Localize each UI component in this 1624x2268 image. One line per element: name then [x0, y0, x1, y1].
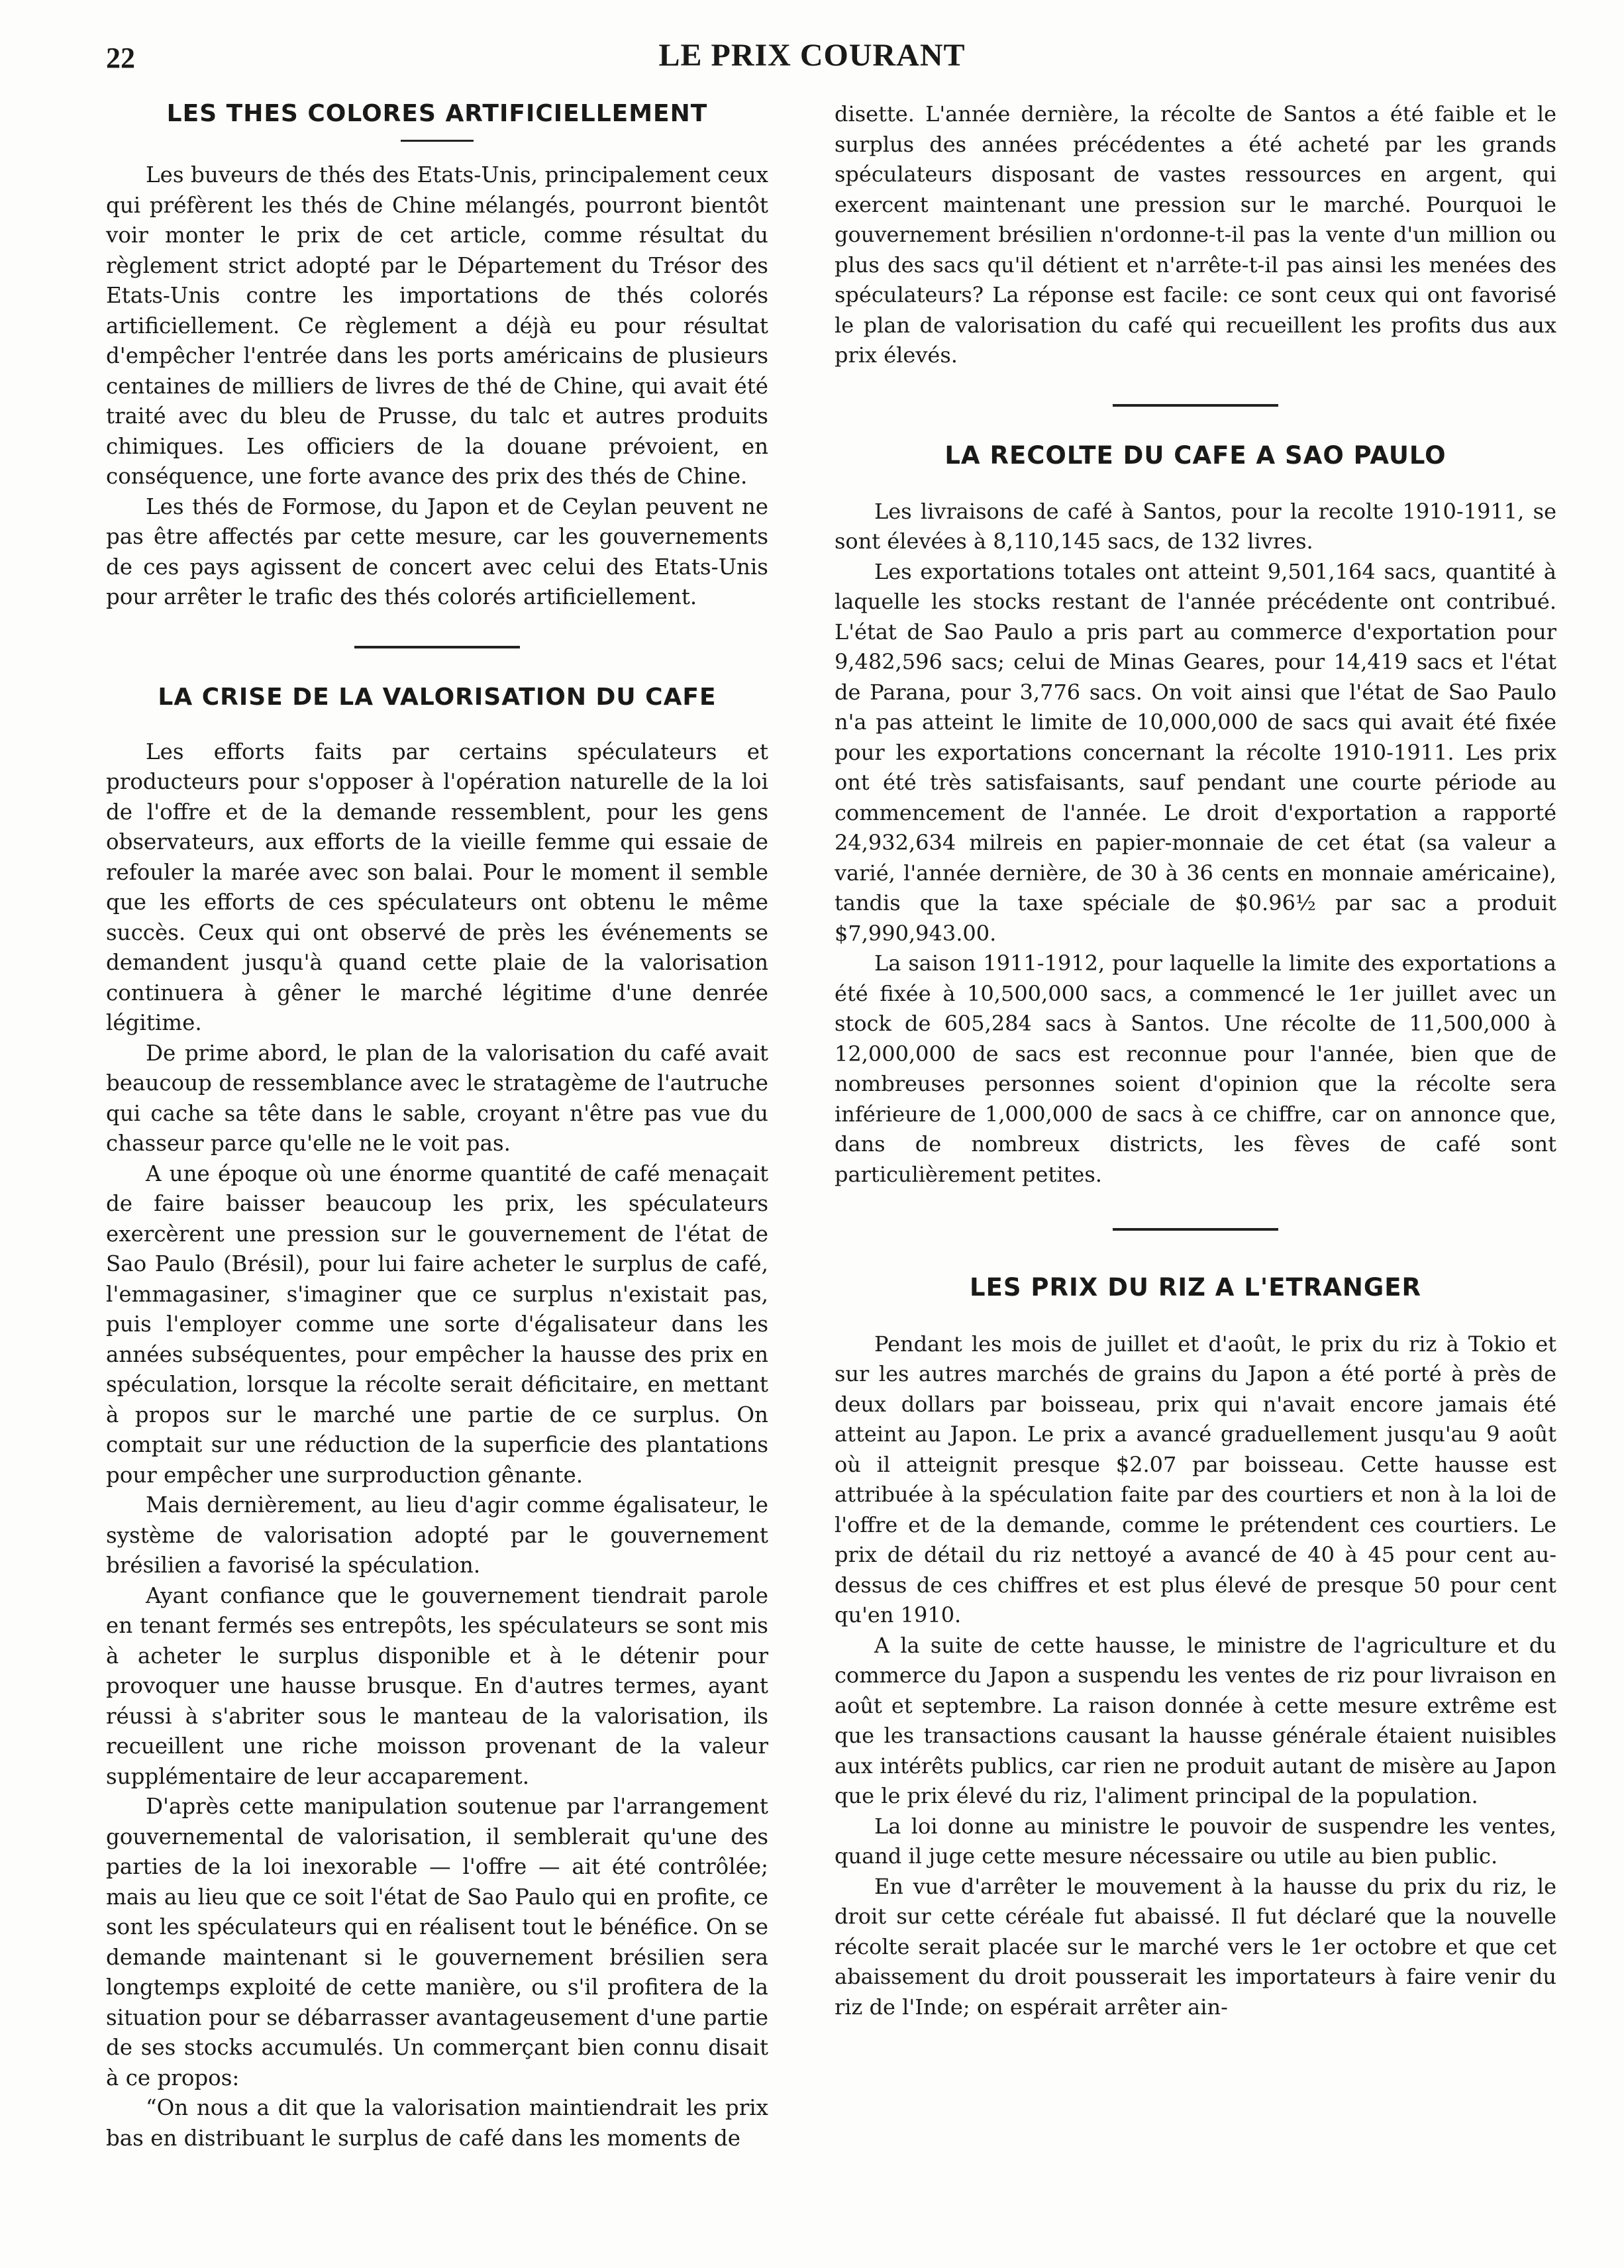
article-coffee-valorisation — [106, 683, 768, 2154]
title-rule — [401, 140, 474, 142]
article-separator — [354, 646, 520, 648]
paragraph: Mais dernièrement, au lieu d'agir comme égalisateur, le système de valorisation adopté par le gouvernement brésilien a favorisé la spéculation. — [106, 1492, 768, 1578]
paragraph: La loi donne au ministre le pouvoir de suspendre les ventes, quand il juge cette mesure nécessaire ou utile au bien public. — [835, 1813, 1556, 1869]
article-separator — [1113, 404, 1278, 407]
article-title: LES THES COLORES ARTIFICIELLEMENT — [166, 100, 708, 127]
left-column — [106, 99, 768, 2153]
paragraph: En vue d'arrêter le mouvement à la hausse du prix du riz, le droit sur cette céréale fut abaissé. Il fut déclaré que la nouvelle récolte serait placée sur le marché vers le 1er octobre et que cet abaissement du droit pousserait les importateurs à faire venir du riz de l'Inde; on espérait arrêter ain- — [835, 1873, 1556, 2020]
title-spacer — [835, 482, 1556, 497]
article-title: LES PRIX DU RIZ A L'ETRANGER — [970, 1273, 1421, 1302]
page-header — [0, 34, 1624, 81]
article-rice-prices — [835, 1273, 1556, 2022]
right-column — [835, 99, 1556, 2022]
title-spacer — [835, 1315, 1556, 1329]
article-separator — [1113, 1228, 1278, 1231]
paragraph: A la suite de cette hausse, le ministre de l'agriculture et du commerce du Japon a suspendu les ventes de riz pour livraison en août et septembre. La raison donnée à cette mesure extrême est que les transactions causant la hausse générale étaient nuisibles aux intérêts publics, car rien ne produit autant de misère au Japon que le prix élevé du riz, l'aliment principal de la population. — [835, 1632, 1556, 1809]
article-colored-teas — [106, 99, 768, 613]
paragraph: Les efforts faits par certains spéculateurs et producteurs pour s'opposer à l'opération naturelle de la loi de l'offre et de la demande ressemblent, pour les gens observateurs, aux efforts de la vieille femme qui essaie de refouler la marée avec son balai. Pour le moment il semble que les efforts de ces spéculateurs ont obtenu le même succès. Ceux qui ont observé de près les événements se demandent jusqu'à quand cette plaie de la valorisation continuera à gêner le marché légitime d'une denrée légitime. — [106, 739, 768, 1036]
paragraph: D'après cette manipulation soutenue par l'arrangement gouvernemental de valorisation, il semblerait qu'une des parties de la loi inexorable — l'offre — ait été contrôlée; mais au lieu que ce soit l'état de Sao Paulo qui en profite, ce sont les spéculateurs qui en réalisent tout le bénéfice. On se demande maintenant si le gouvernement brésilien sera longtemps exploité de cette manière, ou s'il profitera de la situation pour se débarrasser avantageusement d'une partie de ses stocks accumulés. Un commerçant bien connu disait à ce propos: — [106, 1794, 768, 2090]
article-title: LA CRISE DE LA VALORISATION DU CAFE — [158, 683, 717, 711]
paragraph: Les livraisons de café à Santos, pour la recolte 1910-1911, se sont élevées à 8,110,145 sacs, de 132 livres. — [835, 498, 1556, 554]
continued-paragraph: disette. L'année dernière, la récolte de Santos a été faible et le surplus des années précédentes a été acheté par les grands spéculateurs disposant de vastes ressources en argent, qui exercent maintenant une pression sur le marché. Pourquoi le gouvernement brésilien n'ordonne-t-il pas la vente d'un million ou plus des sacs qu'il détient et n'arrête-t-il pas ainsi les menées des spéculateurs? La réponse est facile: ce sont ceux qui ont favorisé le plan de valorisation du café qui recueillent les profits dus aux prix élevés. — [835, 101, 1556, 368]
paragraph: Pendant les mois de juillet et d'août, le prix du riz à Tokio et sur les autres marchés de grains du Japon a été porté à près de deux dollars par boisseau, prix qui n'avait encore jamais été atteint au Japon. Le prix a avancé graduellement jusqu'au 9 août où il atteignit presque $2.07 par boisseau. Cette hausse est attribuée à la spéculation faite par des courtiers et non à la loi de l'offre et de la demande, comme le prétendent ces courtiers. Le prix de détail du riz nettoyé a avancé de 40 à 45 pour cent au-dessus de ces chiffres et est plus élevé de presque 50 pour cent qu'en 1910. — [835, 1331, 1556, 1628]
paragraph: De prime abord, le plan de la valorisation du café avait beaucoup de ressemblance avec le stratagème de l'autruche qui cache sa tête dans le sable, croyant n'être pas vue du chasseur parce qu'elle ne le voit pas. — [106, 1040, 768, 1157]
page-number: 22 — [106, 42, 135, 74]
paragraph: Les buveurs de thés des Etats-Unis, principalement ceux qui préfèrent les thés de Chine mélangés, pourront bientôt voir monter le prix de cet article, comme résultat du règlement strict adopté par le Département du Trésor des Etats-Unis contre les importations de thés colorés artificiellement. Ce règlement a déjà eu pour résultat d'empêcher l'entrée dans les ports américains de plusieurs centaines de milliers de livres de thé de Chine, qui avait été traité avec du bleu de Prusse, du talc et autres produits chimiques. Les officiers de la douane prévoient, en conséquence, une forte avance des prix des thés de Chine. — [106, 162, 768, 490]
article-coffee-harvest — [835, 441, 1556, 1190]
paragraph: La saison 1911-1912, pour laquelle la limite des exportations a été fixée à 10,500,000 sacs, a commencé le 1er juillet avec un stock de 605,284 sacs à Santos. Une récolte de 11,500,000 à 12,000,000 de sacs est reconnue pour l'année, bien que de nombreuses personnes soient d'opinion que la récolte sera inférieure de 1,000,000 de sacs à ce chiffre, car on annonce que, dans de nombreux districts, les fèves de café sont particulièrement petites. — [835, 951, 1556, 1187]
paragraph: “On nous a dit que la valorisation maintiendrait les prix bas en distribuant le surplus de café dans les moments de — [106, 2095, 768, 2151]
running-title: LE PRIX COURANT — [658, 38, 966, 73]
paragraph: Les thés de Formose, du Japon et de Ceylan peuvent ne pas être affectés par cette mesure, car les gouvernements de ces pays agissent de concert avec celui des Etats-Unis pour arrêter le trafic des thés colorés artificiellement. — [106, 493, 768, 610]
paragraph: Ayant confiance que le gouvernement tiendrait parole en tenant fermés ses entrepôts, les spéculateurs se sont mis à acheter le surplus disponible et à le détenir pour provoquer une hausse brusque. En d'autres termes, ayant réussi à s'abriter sous le manteau de la valorisation, ils recueillent une riche moisson provenant de la valeur supplémentaire de leur accaparement. — [106, 1582, 768, 1789]
article-title: LA RECOLTE DU CAFE A SAO PAULO — [944, 440, 1446, 470]
paragraph: A une époque où une énorme quantité de café menaçait de faire baisser beaucoup les prix, les spéculateurs exercèrent une pression sur le gouvernement de l'état de Sao Paulo (Brésil), pour lui faire acheter le surplus de café, l'emmagasiner, s'imaginer que ce surplus n'existait pas, puis l'employer comme une sorte d'égalisateur dans les années subséquentes, pour empêcher la hausse des prix en spéculation, lorsque la récolte serait déficitaire, en mettant à propos sur le marché une partie de ce surplus. On comptait sur une réduction de la superficie des plantations pour empêcher une surproduction gênante. — [106, 1160, 768, 1488]
paragraph: Les exportations totales ont atteint 9,501,164 sacs, quantité à laquelle les stocks restant de l'année précédente ont contribué. L'état de Sao Paulo a pris part au commerce d'exportation pour 9,482,596 sacs; celui de Minas Geares, pour 14,419 sacs et l'état de Parana, pour 3,776 sacs. On voit ainsi que l'état de Sao Paulo n'a pas atteint le limite de 10,000,000 de sacs qui avait été fixée pour les exportations concernant la récolte 1910-1911. Les prix ont été très satisfaisants, sauf pendant une courte période au commencement de l'année. Le droit d'exportation a rapporté 24,932,634 milreis en papier-monnaie de cet état (sa valeur a varié, l'année dernière, de 30 à 36 cents en monnaie américaine), tandis que la taxe spéciale de $0.96½ par sac a produit $7,990,943.00. — [835, 558, 1556, 946]
